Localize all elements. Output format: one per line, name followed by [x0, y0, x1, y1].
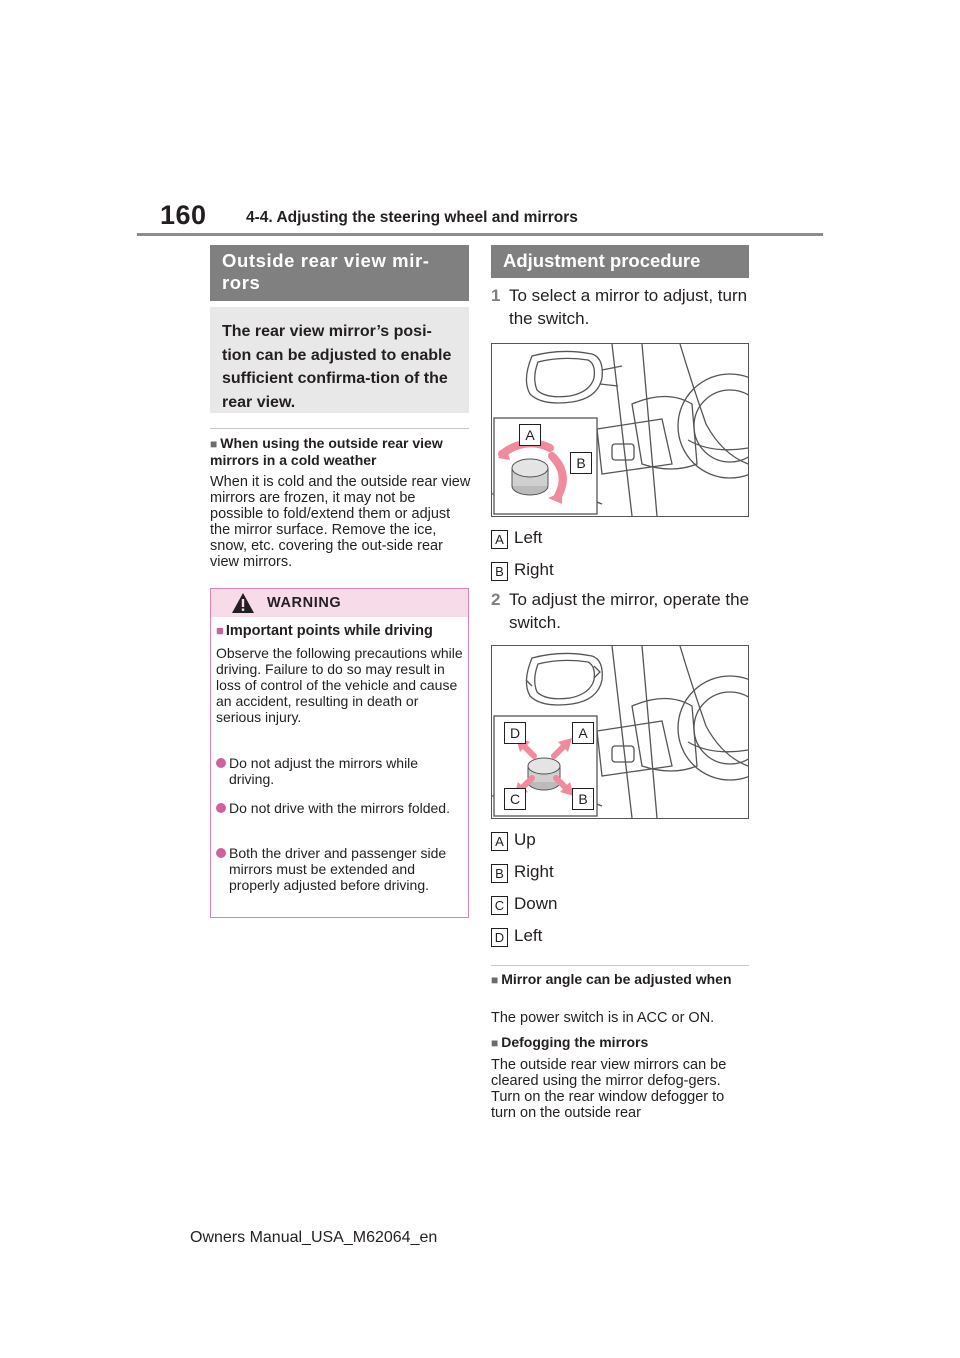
legend-key: A [491, 832, 508, 851]
bullet-dot-icon [216, 758, 226, 768]
mirror-angle-text: The power switch is in ACC or ON. [491, 1010, 715, 1026]
figure-label-b: B [572, 788, 594, 810]
figure-label-c: C [504, 788, 526, 810]
footer-text: Owners Manual_USA_M62064_en [190, 1229, 438, 1246]
step-1 [491, 284, 751, 330]
step-number: 1 [491, 286, 501, 305]
square-bullet-icon: ■ [491, 1036, 499, 1050]
legend-key: C [491, 896, 508, 915]
warning-bullet: Both the driver and passenger side mirrors must be extended and properly adjusted before driving. [216, 845, 466, 893]
warning-bullet: Do not adjust the mirrors while driving. [216, 755, 466, 787]
legend-text: Down [514, 894, 558, 913]
legend-text: Left [514, 528, 543, 547]
heading-adjustment-procedure: Adjustment procedure [491, 245, 749, 278]
square-bullet-icon: ■ [216, 623, 224, 638]
bullet-dot-icon [216, 848, 226, 858]
mirror-angle-heading: ■ Mirror angle can be adjusted when [491, 971, 732, 987]
figure-label-d: D [504, 722, 526, 744]
legend-text: Left [514, 926, 543, 945]
square-bullet-icon: ■ [491, 973, 499, 987]
page-number: 160 [160, 200, 207, 230]
warning-box [210, 588, 469, 918]
step-text: To adjust the mirror, operate the switch. [509, 590, 750, 632]
figure-label-b: B [570, 452, 592, 474]
legend-text: Right [514, 862, 554, 881]
defogging-text: The outside rear view mirrors can be cleared using the mirror defog-gers. Turn on the rear window defogger to turn on the outside rear [491, 1057, 727, 1121]
legend-key: B [491, 562, 508, 581]
square-bullet-icon: ■ [210, 437, 218, 451]
mirror-switch-illustration-select [491, 343, 749, 517]
figure-label-a: A [572, 722, 594, 744]
figure-label-a: A [519, 424, 541, 446]
warning-paragraph: Observe the following precautions while driving. Failure to do so may result in loss of control of the vehicle and cause an accident, resulting in death or serious injury. [216, 645, 463, 725]
cold-weather-text: When it is cold and the outside rear view mirrors are frozen, it may not be possible to fold/extend them or adjust the mirror surface. Remove the ice, snow, etc. covering the out-side rear view mirrors. [210, 474, 471, 570]
warning-triangle-icon [231, 592, 255, 614]
divider [210, 428, 469, 429]
warning-label: WARNING [267, 595, 342, 611]
legend-key: D [491, 928, 508, 947]
bullet-dot-icon [216, 803, 226, 813]
header-rule [137, 233, 823, 236]
step-number: 2 [491, 590, 501, 609]
legend-key: B [491, 864, 508, 883]
legend-text: Up [514, 830, 536, 849]
defogging-heading: ■ Defogging the mirrors [491, 1034, 649, 1050]
cold-weather-heading: ■ When using the outside rear view mirrors in a cold weather [210, 435, 443, 468]
step-2 [491, 588, 751, 634]
heading-outside-mirrors: Outside rear view mir-rors [210, 245, 469, 301]
legend-key: A [491, 530, 508, 549]
intro-box: The rear view mirror’s posi-tion can be adjusted to enable sufficient confirma-tion of the rear view. [210, 307, 469, 413]
section-title: 4-4. Adjusting the steering wheel and mirrors [246, 209, 578, 226]
step-text: To select a mirror to adjust, turn the switch. [509, 286, 748, 328]
divider [491, 965, 749, 966]
warning-header [211, 589, 468, 617]
warning-heading: ■ Important points while driving [216, 623, 433, 639]
legend-text: Right [514, 560, 554, 579]
mirror-switch-illustration-adjust [491, 645, 749, 819]
illustration-svg [492, 646, 748, 818]
warning-bullet: Do not drive with the mirrors folded. [216, 800, 466, 816]
